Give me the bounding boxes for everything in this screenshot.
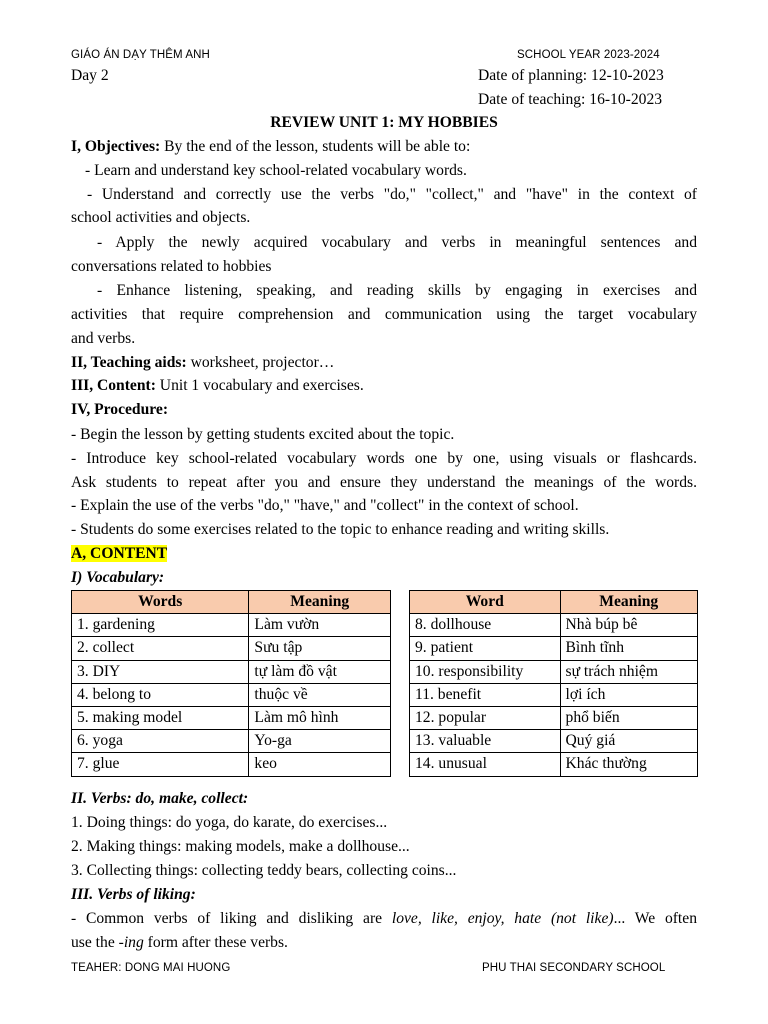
objective-4-line-2: activities that require comprehension and communication using the target vocabulary <box>71 306 697 323</box>
table-row <box>72 637 391 660</box>
vocabulary-table-right <box>409 590 698 777</box>
table-cell: Bình tĩnh <box>560 637 697 660</box>
table-cell: phổ biến <box>560 706 697 729</box>
table-row <box>410 660 698 683</box>
table-cell: 9. patient <box>410 637 561 660</box>
vocabulary-table-left <box>71 590 391 777</box>
day-label: Day 2 <box>71 67 109 84</box>
teaching-aids: II, Teaching aids: worksheet, projector… <box>71 354 335 371</box>
verbs-item-2: 2. Making things: making models, make a dollhouse... <box>71 838 410 855</box>
table-cell: tự làm đồ vật <box>249 660 391 683</box>
table-cell: 4. belong to <box>72 683 249 706</box>
table-cell: 1. gardening <box>72 614 249 637</box>
table-cell: 13. valuable <box>410 730 561 753</box>
section-a-heading: A, CONTENT <box>71 545 168 562</box>
vocabulary-heading: I) Vocabulary: <box>71 569 165 586</box>
objective-4-line-1: - Enhance listening, speaking, and reading skills by engaging in exercises and <box>97 282 697 299</box>
procedure-4: - Students do some exercises related to the topic to enhance reading and writing skills. <box>71 521 610 538</box>
table-row <box>72 614 391 637</box>
procedure-1: - Begin the lesson by getting students excited about the topic. <box>71 426 455 443</box>
objective-4-line-3: and verbs. <box>71 330 136 347</box>
procedure-heading: IV, Procedure: <box>71 401 169 418</box>
table-row <box>410 637 698 660</box>
table-row <box>72 660 391 683</box>
objectives-intro: I, Objectives: By the end of the lesson, students will be able to: <box>71 138 471 155</box>
table-cell: 2. collect <box>72 637 249 660</box>
objective-3-line-2: conversations related to hobbies <box>71 258 272 275</box>
table-cell: 6. yoga <box>72 730 249 753</box>
objective-1: - Learn and understand key school-related vocabulary words. <box>85 162 467 179</box>
column-header-words: Words <box>72 591 249 614</box>
procedure-2-line-1: - Introduce key school-related vocabulary words one by one, using visuals or flashcards. <box>71 450 697 467</box>
liking-line-1: - Common verbs of liking and disliking are love, like, enjoy, hate (not like)... We often <box>71 910 697 927</box>
table-row <box>72 730 391 753</box>
table-cell: 5. making model <box>72 706 249 729</box>
table-cell: lợi ích <box>560 683 697 706</box>
table-cell: sự trách nhiệm <box>560 660 697 683</box>
table-cell: 12. popular <box>410 706 561 729</box>
table-cell: Làm mô hình <box>249 706 391 729</box>
header-left-title: GIÁO ÁN DẠY THÊM ANH <box>71 49 210 61</box>
table-header-row <box>72 591 391 614</box>
page-title: REVIEW UNIT 1: MY HOBBIES <box>270 114 498 131</box>
date-of-planning: Date of planning: 12-10-2023 <box>478 67 664 84</box>
table-row <box>72 683 391 706</box>
table-row <box>410 614 698 637</box>
table-cell: keo <box>249 753 391 776</box>
table-cell: Nhà búp bê <box>560 614 697 637</box>
objective-2-line-2: school activities and objects. <box>71 209 251 226</box>
table-row <box>410 706 698 729</box>
objective-2-line-1: - Understand and correctly use the verbs "do," "collect," and "have" in the context of <box>87 186 697 203</box>
content-line: III, Content: Unit 1 vocabulary and exercises. <box>71 377 364 394</box>
table-cell: Quý giá <box>560 730 697 753</box>
liking-heading: III. Verbs of liking: <box>71 886 196 903</box>
column-header-word: Word <box>410 591 561 614</box>
table-cell: Khác thường <box>560 753 697 776</box>
table-cell: Sưu tập <box>249 637 391 660</box>
procedure-3: - Explain the use of the verbs "do," "have," and "collect" in the context of school. <box>71 497 579 514</box>
table-cell: 14. unusual <box>410 753 561 776</box>
table-cell: Yo-ga <box>249 730 391 753</box>
table-row <box>72 706 391 729</box>
table-row <box>410 730 698 753</box>
footer-school: PHU THAI SECONDARY SCHOOL <box>482 962 666 974</box>
footer-teacher: TEAHER: DONG MAI HUONG <box>71 962 231 974</box>
table-cell: Làm vườn <box>249 614 391 637</box>
table-cell: 7. glue <box>72 753 249 776</box>
verbs-item-1: 1. Doing things: do yoga, do karate, do exercises... <box>71 814 388 831</box>
table-header-row <box>410 591 698 614</box>
liking-line-2: use the -ing form after these verbs. <box>71 934 288 951</box>
procedure-2-line-2: Ask students to repeat after you and ensure they understand the meanings of the words. <box>71 474 697 491</box>
verbs-item-3: 3. Collecting things: collecting teddy bears, collecting coins... <box>71 862 457 879</box>
table-row <box>410 753 698 776</box>
table-cell: 11. benefit <box>410 683 561 706</box>
date-of-teaching: Date of teaching: 16-10-2023 <box>478 91 663 108</box>
column-header-meaning: Meaning <box>560 591 697 614</box>
verbs-heading: II. Verbs: do, make, collect: <box>71 790 249 807</box>
table-row <box>410 683 698 706</box>
column-header-meaning: Meaning <box>249 591 391 614</box>
table-cell: 10. responsibility <box>410 660 561 683</box>
table-cell: 3. DIY <box>72 660 249 683</box>
objective-3-line-1: - Apply the newly acquired vocabulary and verbs in meaningful sentences and <box>97 234 697 251</box>
header-school-year: SCHOOL YEAR 2023-2024 <box>517 49 660 61</box>
table-cell: 8. dollhouse <box>410 614 561 637</box>
table-cell: thuộc về <box>249 683 391 706</box>
table-row <box>72 753 391 776</box>
